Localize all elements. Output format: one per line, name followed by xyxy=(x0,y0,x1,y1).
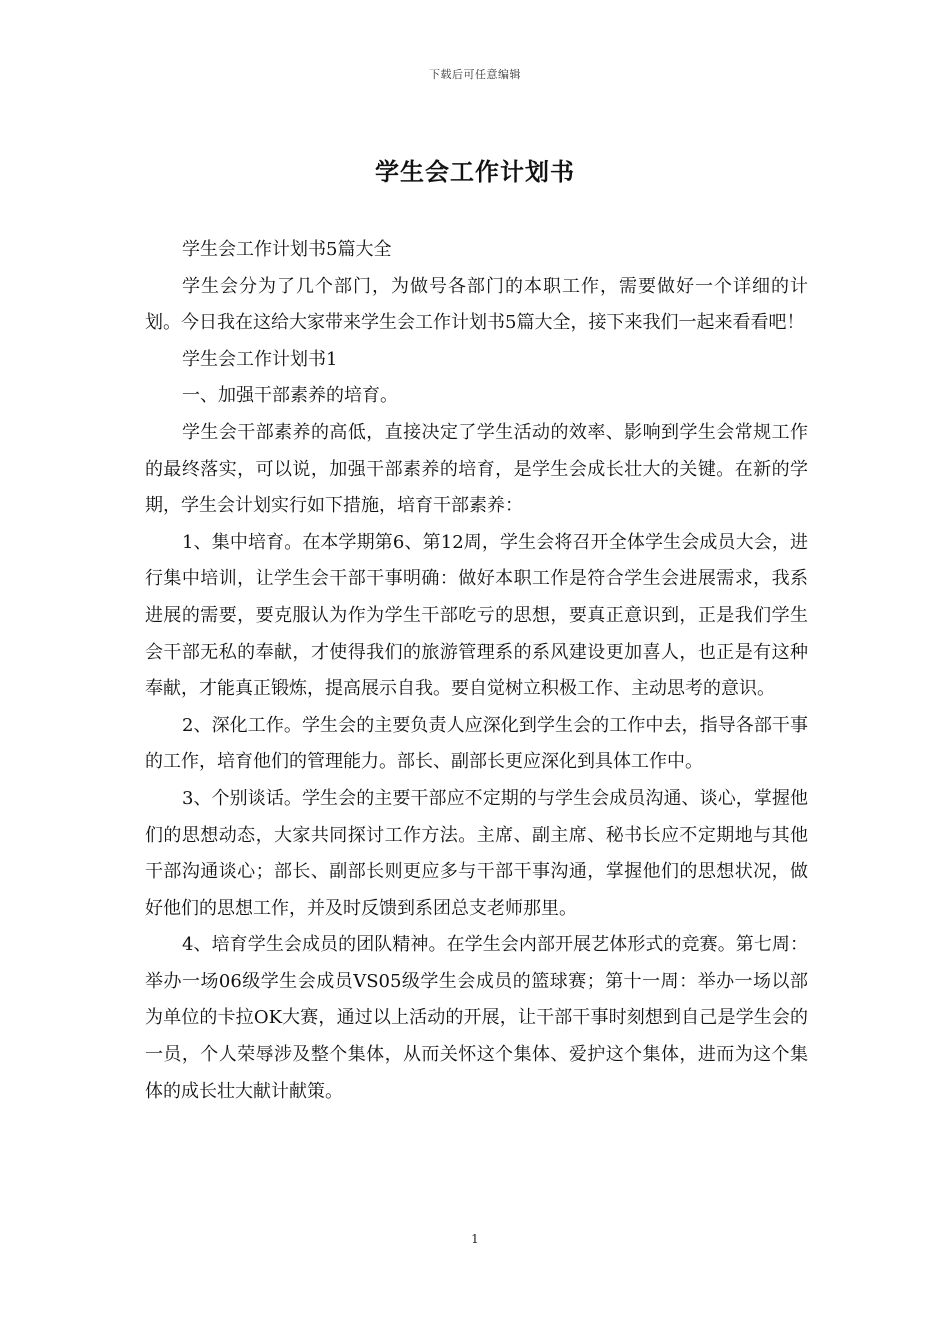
paragraph-body: 学生会干部素养的高低，直接决定了学生活动的效率、影响到学生会常规工作的最终落实，可以说，加强干部素养的培育，是学生会成长壮大的关键。在新的学期，学生会计划实行如下措施，培育干部素养： xyxy=(145,421,808,517)
paragraph-subtitle: 学生会工作计划书5篇大全 xyxy=(182,239,392,260)
paragraph-item-1: 1、集中培育。在本学期第6、第12周，学生会将召开全体学生会成员大会，进行集中培训，让学生会干部干事明确：做好本职工作是符合学生会进展需求，我系进展的需要，要克服认为作为学生干部吃亏的思想，要真正意识到，正是我们学生会干部无私的奉献，才使得我们的旅游管理系的系风建设更加喜人，也正是有这种奉献，才能真正锻炼，提高展示自我。要自觉树立积极工作、主动思考的意识。 xyxy=(145,531,808,700)
document-body xyxy=(145,232,808,1110)
paragraph-point-heading: 一、加强干部素养的培育。 xyxy=(182,385,398,407)
document-title: 学生会工作计划书 xyxy=(375,157,575,186)
paragraph-section-heading: 学生会工作计划书1 xyxy=(182,348,338,370)
page-number: 1 xyxy=(471,1232,479,1246)
paragraph-item-2: 2、深化工作。学生会的主要负责人应深化到学生会的工作中去，指导各部干事的工作，培育他们的管理能力。部长、副部长更应深化到具体工作中。 xyxy=(145,714,808,773)
header-note: 下载后可任意编辑 xyxy=(429,68,521,81)
paragraph-intro: 学生会分为了几个部门，为做号各部门的本职工作，需要做好一个详细的计划。今日我在这给大家带来学生会工作计划书5篇大全，接下来我们一起来看看吧！ xyxy=(145,275,808,334)
paragraph-item-4: 4、培育学生会成员的团队精神。在学生会内部开展艺体形式的竞赛。第七周：举办一场06级学生会成员VS05级学生会成员的篮球赛；第十一周：举办一场以部为单位的卡拉OK大赛，通过以上活动的开展，让干部干事时刻想到自己是学生会的一员，个人荣辱涉及整个集体，从而关怀这个集体、爱护这个集体，进而为这个集体的成长壮大献计献策。 xyxy=(145,934,808,1102)
paragraph-item-3: 3、个别谈话。学生会的主要干部应不定期的与学生会成员沟通、谈心，掌握他们的思想动态，大家共同探讨工作方法。主席、副主席、秘书长应不定期地与其他干部沟通谈心；部长、副部长则更应多与干部干事沟通，掌握他们的思想状况，做好他们的思想工作，并及时反馈到系团总支老师那里。 xyxy=(145,787,808,919)
